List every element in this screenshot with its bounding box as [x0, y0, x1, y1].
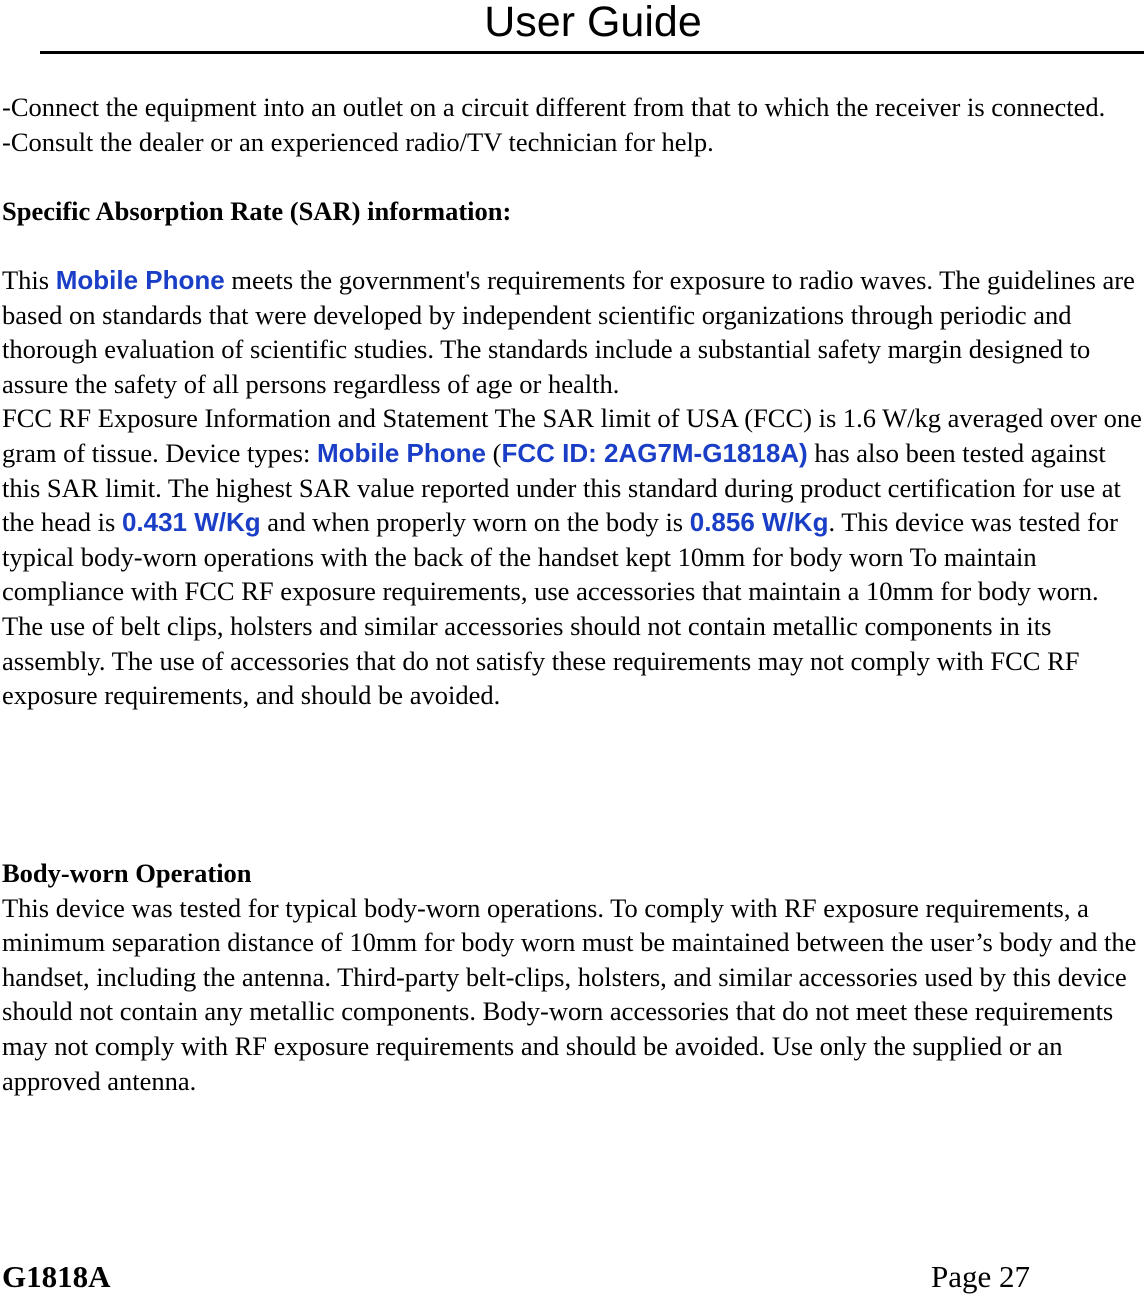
sar-p1-pre: This — [2, 264, 56, 295]
intro-line-2: -Consult the dealer or an experienced radio/TV technician for help. — [2, 126, 714, 157]
sar-p2-d: . This device was tested for typical body-worn operations with the back of the handset kept 10mm for body worn To maintain compliance with FCC RF exposure requirements, use accessories that maintain a 10mm for body worn. The use of belt clips, holsters and similar accessories should not contain metallic components in its assembly. The use of accessories that do not satisfy these requirements may not comply with FCC RF exposure requirements, and should be avoided. — [2, 507, 1118, 711]
sar-paragraph-2 — [2, 401, 1142, 712]
body-sar-value: 0.856 W/Kg — [689, 507, 829, 538]
page-header-title: User Guide — [484, 0, 702, 46]
body-worn-heading: Body-worn Operation — [2, 858, 252, 888]
sar-paragraph-1 — [2, 263, 1142, 401]
sar-p2-a: FCC RF Exposure Information and Statement The SAR limit of USA (FCC) is 1.6 W/kg averaged over one gram of tissue. Device types: — [2, 403, 1142, 468]
body-worn-text: This device was tested for typical body-worn operations. To comply with RF exposure requirements, a minimum separation distance of 10mm for body worn must be maintained between the user’s body and the handset, including the antenna. Third-party belt-clips, holsters, and similar accessories used by this device should not contain any metallic components. Body-worn accessories that do not meet these requirements may not comply with RF exposure requirements and should be avoided. Use only the supplied or an approved antenna. — [2, 892, 1137, 1096]
intro-line-1: -Connect the equipment into an outlet on a circuit different from that to which the receiver is connected. — [2, 92, 1106, 122]
fcc-id-highlight: FCC ID: 2AG7M-G1818A) — [501, 437, 808, 468]
sar-p2-paren: ( — [485, 437, 502, 468]
footer-page-number: Page 27 — [931, 1259, 1031, 1294]
sar-p1-post: meets the government's requirements for exposure to radio waves. The guidelines are based on standards that were developed by independent scientific organizations through periodic and thorough evaluation of scientific studies. The standards include a substantial safety margin designed to assure the safety of all persons regardless of age or health. — [2, 264, 1135, 399]
main-content — [2, 90, 1142, 713]
device-name-highlight: Mobile Phone — [55, 264, 225, 295]
device-type-highlight: Mobile Phone — [316, 437, 486, 468]
body-worn-section — [2, 856, 1142, 1098]
sar-p2-b: has also been tested against this SAR limit. The highest SAR value reported under this standard during product certification for use at the head is — [2, 437, 1121, 538]
sar-heading: Specific Absorption Rate (SAR) information: — [2, 195, 512, 226]
sar-p2-c: and when properly worn on the body is — [260, 507, 690, 538]
footer-model-number: G1818A — [2, 1259, 111, 1294]
header-divider — [40, 51, 1144, 54]
head-sar-value: 0.431 W/Kg — [121, 507, 261, 538]
